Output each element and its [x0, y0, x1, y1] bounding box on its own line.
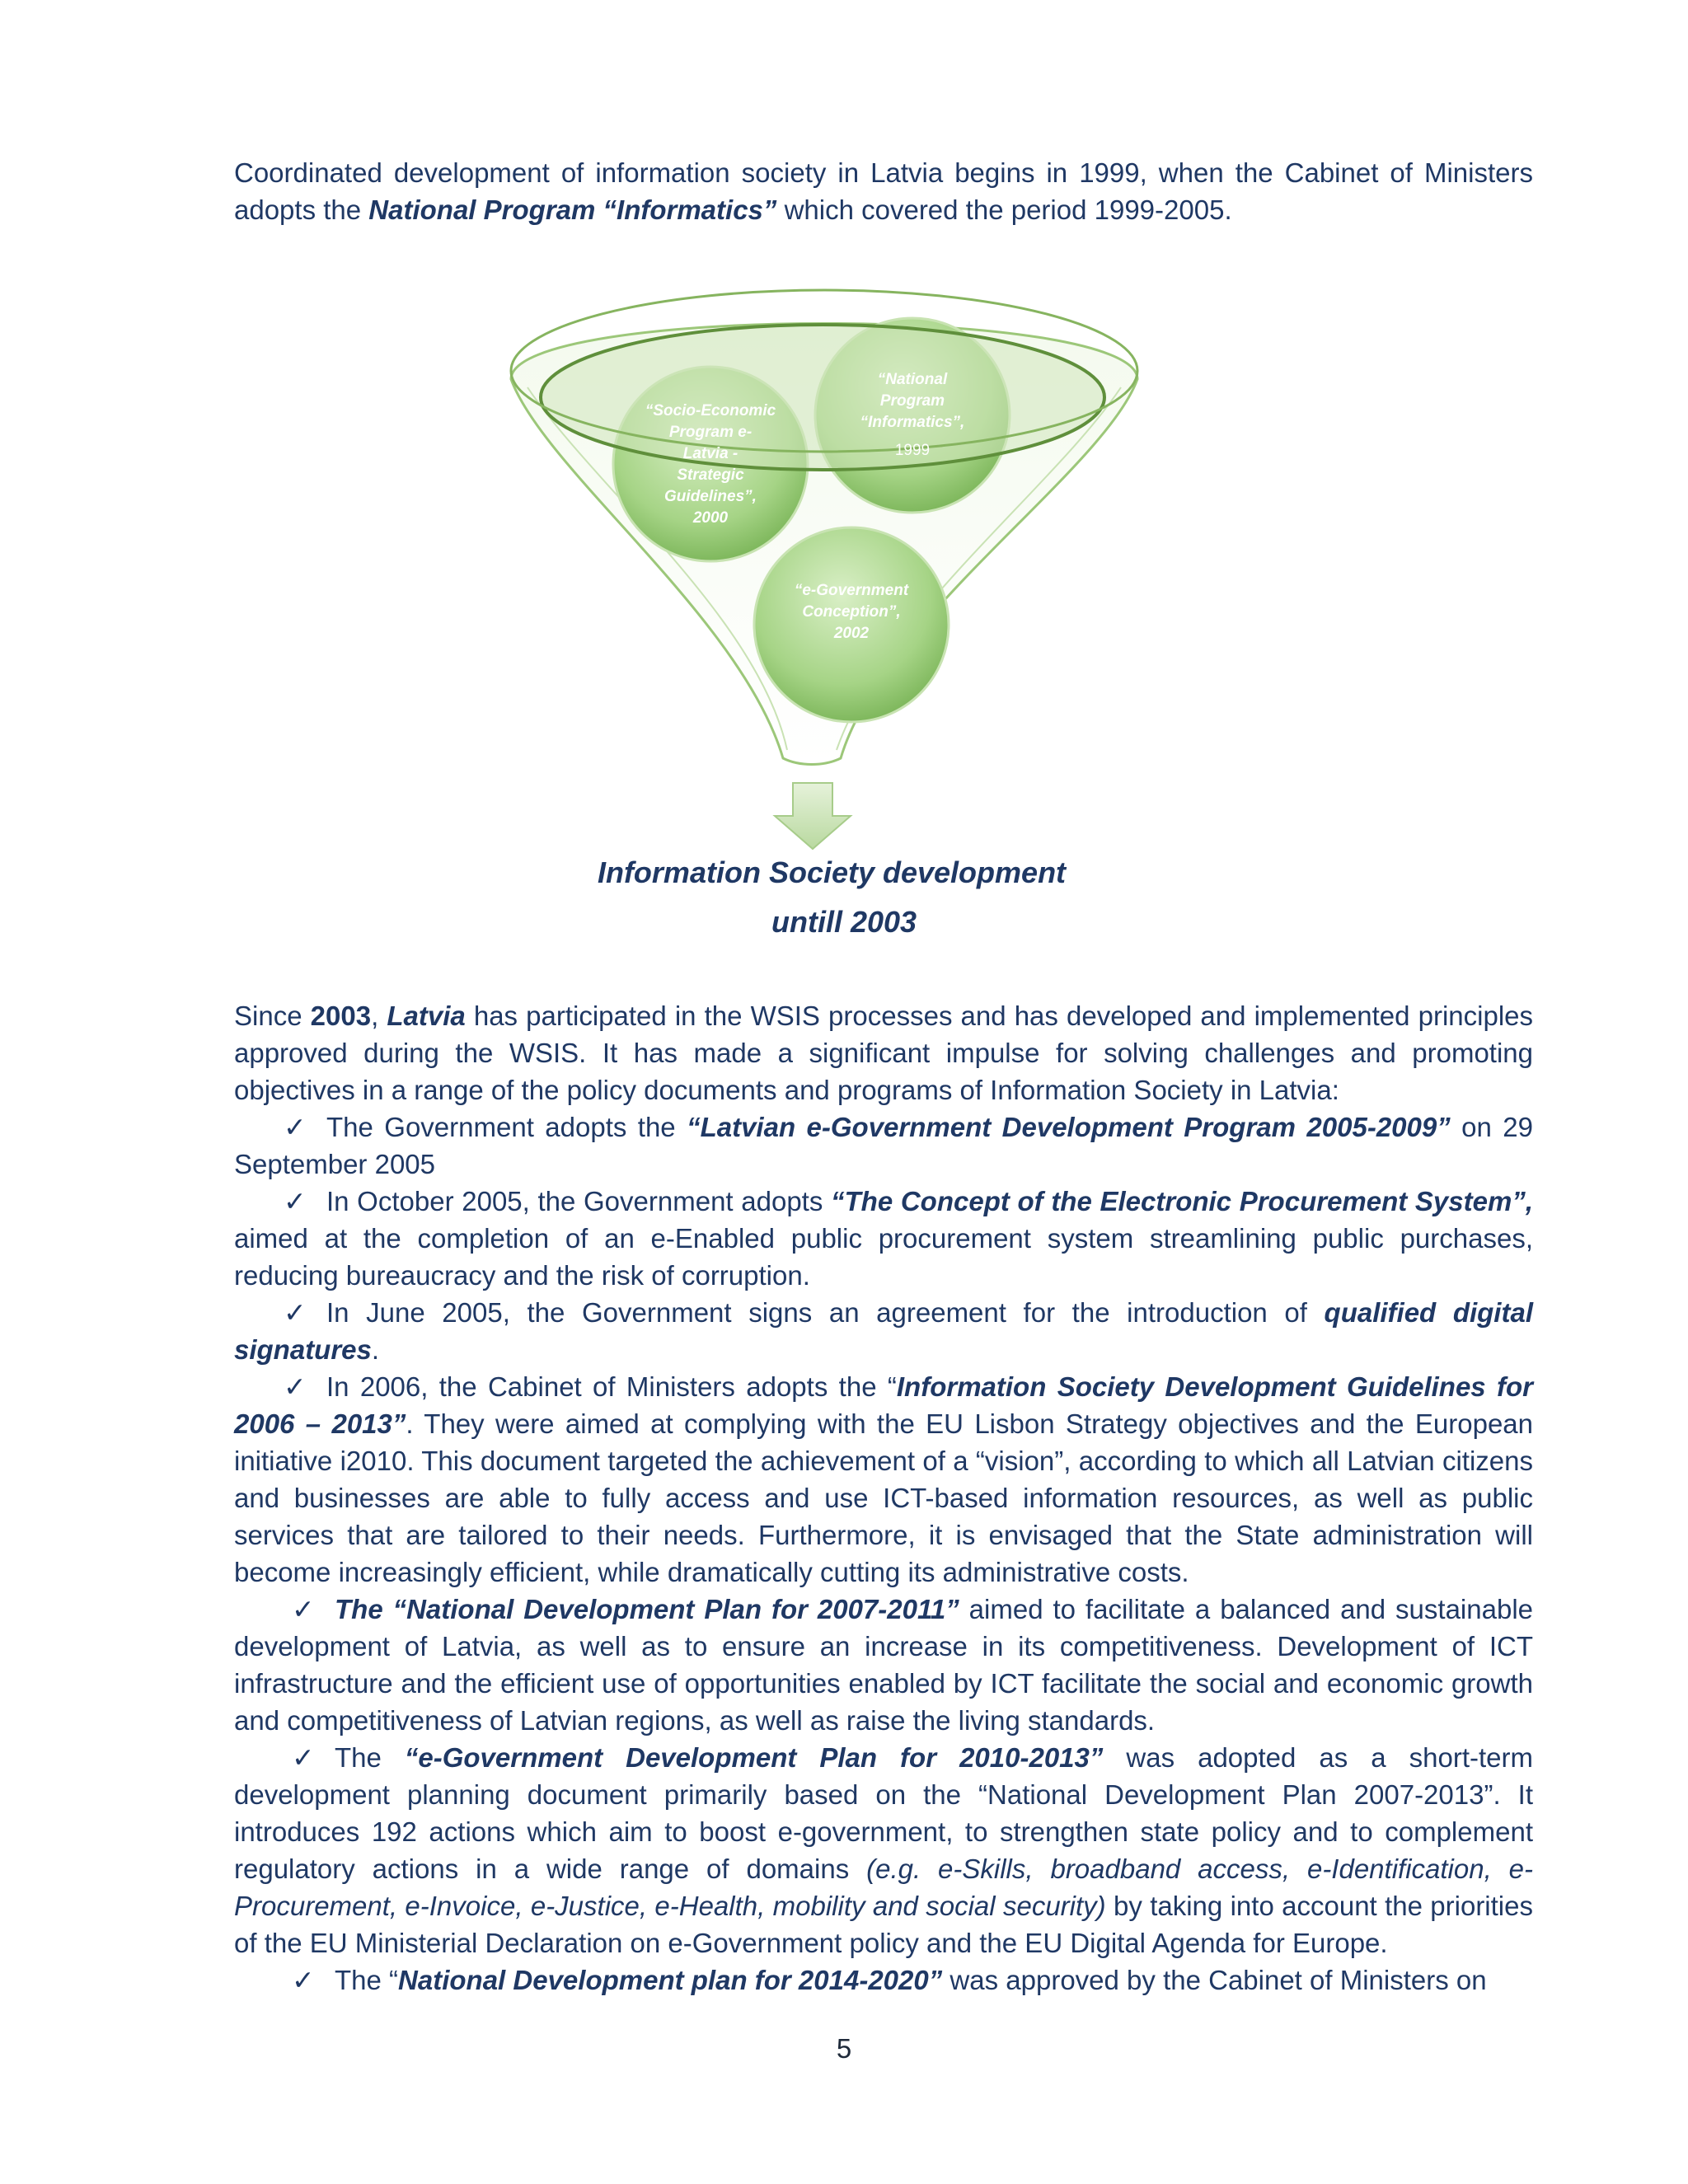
list-item-title: “e-Government Development Plan for 2010-2013” — [404, 1742, 1104, 1773]
down-arrow-icon — [775, 783, 851, 849]
circle-socio-line-5: Guidelines”, — [664, 488, 757, 505]
circle-socio-line-3: Latvia - — [682, 445, 738, 462]
circle-national-line-1: “National — [877, 371, 948, 388]
since-text-1: Since — [234, 1001, 311, 1031]
list-item-text: was approved by the Cabinet of Ministers on — [942, 1965, 1487, 1995]
list-item-text: . They were aimed at complying with the EU Lisbon Strategy objectives and the European initiative i2010. This document targeted the achievement of a “vision”, according to which all Latvian citizens and businesses are able to fully access and use ICT-based information resources, as well as public services that are tailored to their needs. Furthermore, it is envisaged that the State administration will become increasingly efficient, while dramatically cutting its administrative costs. — [234, 1408, 1534, 1587]
checkmark-icon: ✓ — [284, 1111, 307, 1143]
intro-paragraph — [234, 154, 1533, 228]
list-item-text: The — [335, 1742, 405, 1773]
circle-national-line-3: “Informatics”, — [860, 414, 965, 431]
intro-text-1: Coordinated development of information society in Latvia begins in 1999, when the Cabinet of Ministers adopts the — [234, 157, 1533, 225]
circle-egov-line-2: Conception”, — [802, 603, 901, 621]
funnel-diagram — [495, 272, 1154, 865]
list-item-text: In 2006, the Cabinet of Ministers adopts the “ — [326, 1371, 897, 1402]
diagram-caption-line-2: untill 2003 — [771, 905, 917, 939]
list-item — [234, 1739, 1533, 1961]
list-item-title: “The Concept of the Electronic Procurement System”, — [831, 1186, 1533, 1216]
list-item — [234, 1368, 1533, 1591]
list-item-text: by taking into account the priorities of the EU Ministerial Declaration on e-Government policy and the EU Digital Agenda for Europe. — [234, 1891, 1533, 1958]
list-item-title: National Development plan for 2014-2020” — [398, 1965, 943, 1995]
list-item-text: The “ — [335, 1965, 399, 1995]
list-item — [234, 1183, 1533, 1294]
circle-socio-line-2: Program e- — [668, 424, 753, 441]
circle-socio-line-4: Strategic — [677, 466, 744, 484]
checkmark-icon: ✓ — [292, 1741, 315, 1774]
list-item-title: qualified digital signatures — [234, 1297, 1533, 1365]
since-year: 2003 — [310, 1001, 372, 1031]
list-item-text: was adopted as a short-term development planning document primarily based on the “National Development Plan 2007-2013”. It introduces 192 actions which aim to boost e-government, to strengthen state policy and to complement regulatory actions in a wide range of domains — [234, 1742, 1533, 1884]
circle-socio-line-6: 2000 — [692, 509, 729, 527]
circle-egov-line-1: “e-Government — [794, 582, 909, 599]
list-item-title: Information Society Development Guidelines for 2006 – 2013” — [234, 1371, 1533, 1439]
list-item-examples: (e.g. e-Skills, broadband access, e-Identification, e-Procurement, e-Invoice, e-Justice, e-Health, mobility and social security) — [234, 1854, 1534, 1921]
list-item-title: The “National Development Plan for 2007-2011” — [335, 1594, 959, 1624]
circle-national-line-4: 1999 — [894, 442, 931, 459]
body-section — [234, 997, 1533, 1999]
checkmark-icon: ✓ — [292, 1964, 315, 1996]
since-country: Latvia — [387, 1001, 466, 1031]
list-item-text: aimed at the completion of an e-Enabled public procurement system streamlining public purchases, reducing bureaucracy and the risk of corruption. — [234, 1223, 1533, 1291]
funnel-rim — [541, 325, 1104, 470]
list-item-text: The Government adopts the — [326, 1112, 687, 1142]
since-text-3: , — [371, 1001, 387, 1031]
checkmark-icon: ✓ — [284, 1296, 307, 1329]
since-paragraph — [234, 997, 1533, 1108]
intro-program-name: National Program “Informatics” — [368, 194, 777, 225]
checkmark-icon: ✓ — [292, 1593, 315, 1625]
list-item — [234, 1591, 1533, 1739]
checkmark-icon: ✓ — [284, 1371, 307, 1403]
list-item-text: In October 2005, the Government adopts — [326, 1186, 832, 1216]
diagram-caption-line-1: Information Society development — [597, 855, 1067, 889]
list-item — [234, 1108, 1533, 1183]
list-item — [234, 1961, 1533, 1999]
list-item-title: “Latvian e-Government Development Program 2005-2009” — [687, 1112, 1451, 1142]
list-item-text: aimed to facilitate a balanced and sustainable development of Latvia, as well as to ensure an increase in its competitiveness. Development of ICT infrastructure and the efficient use of opportunities enabled by ICT facilitate the social and economic growth and competitiveness of Latvian regions, as well as raise the living standards. — [234, 1594, 1534, 1736]
circle-egov-line-3: 2002 — [833, 625, 870, 642]
checkmark-icon: ✓ — [284, 1185, 307, 1217]
list-item-text: In June 2005, the Government signs an agreement for the introduction of — [326, 1297, 1325, 1328]
list-item — [234, 1294, 1533, 1368]
page-number: 5 — [836, 2033, 852, 2064]
intro-text-3: which covered the period 1999-2005. — [776, 194, 1232, 225]
list-item-text: . — [371, 1334, 380, 1365]
circle-national-line-2: Program — [879, 392, 945, 410]
since-text-5: has participated in the WSIS processes and has developed and implemented principles approved during the WSIS. It has made a significant impulse for solving challenges and promoting objectives in a range of the policy documents and programs of Information Society in Latvia: — [234, 1001, 1534, 1105]
circle-socio-line-1: “Socio-Economic — [645, 402, 776, 419]
list-item-text: on 29 September 2005 — [234, 1112, 1533, 1179]
